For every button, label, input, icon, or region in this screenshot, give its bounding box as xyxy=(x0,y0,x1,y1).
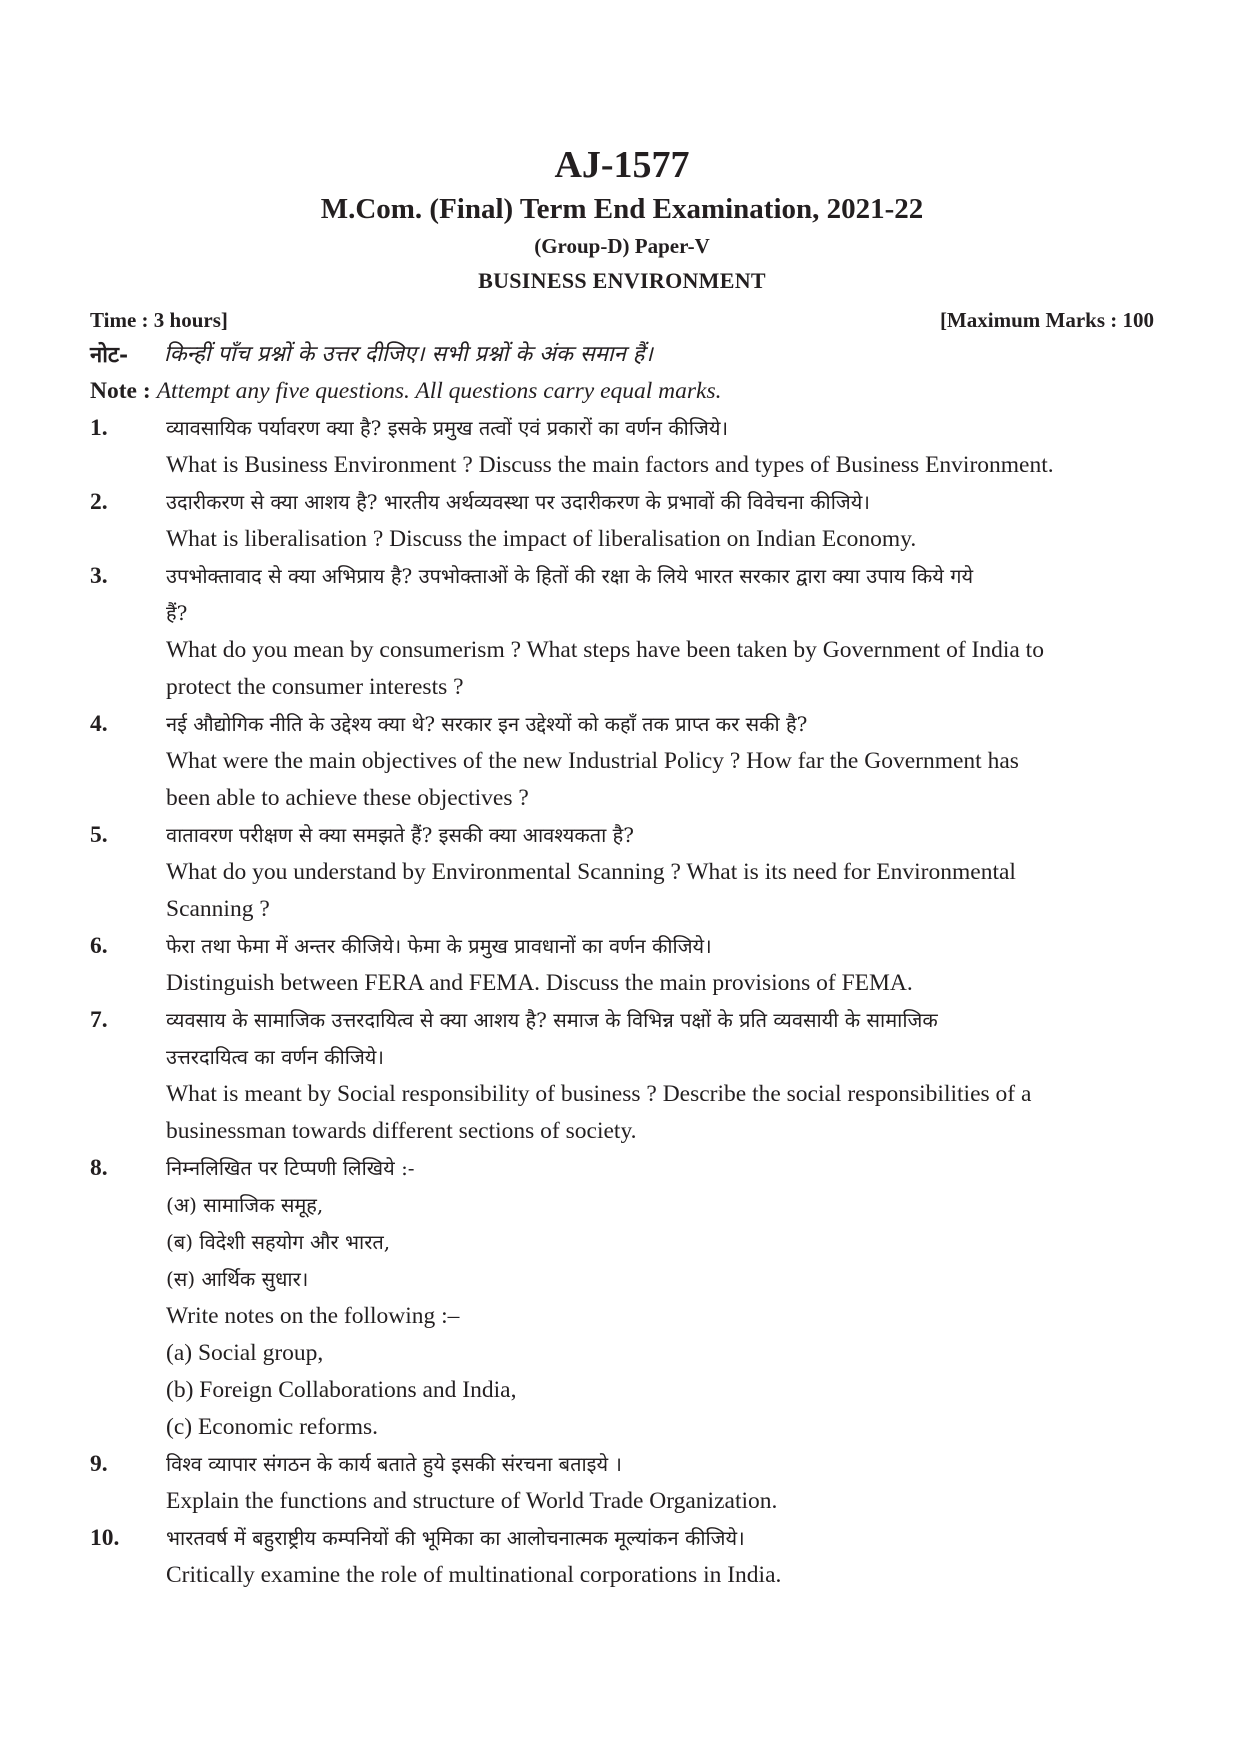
question-text-hindi: (स) आर्थिक सुधार। xyxy=(166,1267,309,1291)
question-text-hindi: निम्नलिखित पर टिप्पणी लिखिये :- xyxy=(166,1156,415,1180)
question-item xyxy=(90,1446,1154,1520)
marks-label: [Maximum Marks : 100 xyxy=(939,308,1154,332)
question-text-english: What is Business Environment ? Discuss the main factors and types of Business Environment. xyxy=(166,452,1054,478)
question-number: 9. xyxy=(90,1451,108,1477)
question-text-hindi: हैं? xyxy=(166,601,188,625)
question-item xyxy=(90,1002,1154,1150)
question-number: 1. xyxy=(90,415,108,441)
question-text-english: Explain the functions and structure of World Trade Organization. xyxy=(166,1488,778,1514)
question-text-hindi: उपभोक्तावाद से क्या अभिप्राय है? उपभोक्ताओं के हितों की रक्षा के लिये भारत सरकार द्वारा क्या उपाय किये गये xyxy=(166,564,974,588)
question-text-hindi: (अ) सामाजिक समूह, xyxy=(166,1193,324,1217)
question-item xyxy=(90,410,1154,484)
question-item xyxy=(90,817,1154,928)
question-text-english: (c) Economic reforms. xyxy=(166,1414,379,1440)
question-text-hindi: (ब) विदेशी सहयोग और भारत, xyxy=(166,1230,391,1254)
question-text-english: What were the main objectives of the new Industrial Policy ? How far the Government has xyxy=(166,748,1019,774)
question-body xyxy=(166,1150,1154,1446)
question-number: 8. xyxy=(90,1155,108,1181)
question-text-english: Scanning ? xyxy=(166,896,270,922)
paper-code: AJ-1577 xyxy=(554,144,690,186)
question-item xyxy=(90,706,1154,817)
question-text-english: Critically examine the role of multinational corporations in India. xyxy=(166,1562,782,1588)
question-text-hindi: उत्तरदायित्व का वर्णन कीजिये। xyxy=(166,1045,384,1069)
question-text-english: What do you mean by consumerism ? What steps have been taken by Government of India to xyxy=(166,637,1044,663)
note-english-text: Attempt any five questions. All questions carry equal marks. xyxy=(156,378,722,404)
question-text-english: businessman towards different sections of society. xyxy=(166,1118,637,1144)
question-text-english: What is liberalisation ? Discuss the impact of liberalisation on Indian Economy. xyxy=(166,526,917,552)
question-text-english: protect the consumer interests ? xyxy=(166,674,464,700)
meta-row xyxy=(90,303,1154,337)
question-text-hindi: वातावरण परीक्षण से क्या समझते हैं? इसकी क्या आवश्यकता है? xyxy=(166,823,635,847)
question-number: 3. xyxy=(90,563,108,589)
question-body xyxy=(166,1002,1154,1150)
question-text-english: What do you understand by Environmental Scanning ? What is its need for Environmental xyxy=(166,859,1016,885)
note-hindi-text: किन्हीं पाँच प्रश्नों के उत्तर दीजिए। सभी प्रश्नों के अंक समान हैं। xyxy=(164,342,653,367)
question-text-english: (b) Foreign Collaborations and India, xyxy=(166,1377,517,1403)
question-body xyxy=(166,928,1154,1002)
note-english xyxy=(90,373,1154,410)
question-number: 5. xyxy=(90,822,108,848)
question-text-hindi: विश्व व्यापार संगठन के कार्य बताते हुये इसकी संरचना बताइये । xyxy=(166,1452,623,1476)
question-body xyxy=(166,817,1154,928)
question-number: 7. xyxy=(90,1007,108,1033)
question-text-english: (a) Social group, xyxy=(166,1340,324,1366)
question-item xyxy=(90,928,1154,1002)
question-body xyxy=(166,410,1154,484)
question-text-english: been able to achieve these objectives ? xyxy=(166,785,529,811)
question-text-english: Write notes on the following :– xyxy=(166,1303,460,1329)
question-text-english: What is meant by Social responsibility of business ? Describe the social responsibilities of a xyxy=(166,1081,1032,1107)
question-text-hindi: नई औद्योगिक नीति के उद्देश्य क्या थे? सरकार इन उद्देश्यों को कहाँ तक प्राप्त कर सकी है? xyxy=(166,712,808,736)
question-item xyxy=(90,1520,1154,1594)
group-paper: (Group-D) Paper-V xyxy=(534,234,710,258)
note-english-label: Note : xyxy=(90,378,151,404)
exam-title: M.Com. (Final) Term End Examination, 2021-22 xyxy=(320,193,924,225)
question-number: 2. xyxy=(90,489,108,515)
question-body xyxy=(166,706,1154,817)
question-item xyxy=(90,484,1154,558)
question-body xyxy=(166,558,1154,706)
question-text-english: Distinguish between FERA and FEMA. Discuss the main provisions of FEMA. xyxy=(166,970,913,996)
note-hindi-label: नोट- xyxy=(90,342,129,368)
question-body xyxy=(166,1446,1154,1520)
question-text-hindi: व्यावसायिक पर्यावरण क्या है? इसके प्रमुख तत्वों एवं प्रकारों का वर्णन कीजिये। xyxy=(166,416,729,440)
header xyxy=(90,143,1154,299)
question-text-hindi: व्यवसाय के सामाजिक उत्तरदायित्व से क्या आशय है? समाज के विभिन्न पक्षों के प्रति व्यवसायी के सामाजिक xyxy=(166,1008,938,1032)
question-body xyxy=(166,484,1154,558)
question-body xyxy=(166,1520,1154,1594)
question-item xyxy=(90,558,1154,706)
question-list xyxy=(90,410,1154,1594)
note-hindi xyxy=(90,337,1154,373)
question-item xyxy=(90,1150,1154,1446)
question-text-hindi: फेरा तथा फेमा में अन्तर कीजिये। फेमा के प्रमुख प्रावधानों का वर्णन कीजिये। xyxy=(166,934,712,958)
question-text-hindi: उदारीकरण से क्या आशय है? भारतीय अर्थव्यवस्था पर उदारीकरण के प्रभावों की विवेचना कीजिये। xyxy=(166,490,870,514)
question-text-hindi: भारतवर्ष में बहुराष्ट्रीय कम्पनियों की भूमिका का आलोचनात्मक मूल्यांकन कीजिये। xyxy=(166,1526,745,1550)
subject-title: BUSINESS ENVIRONMENT xyxy=(478,268,766,293)
time-label: Time : 3 hours] xyxy=(90,308,228,332)
question-number: 4. xyxy=(90,711,108,737)
question-number: 10. xyxy=(90,1525,120,1551)
question-number: 6. xyxy=(90,933,108,959)
